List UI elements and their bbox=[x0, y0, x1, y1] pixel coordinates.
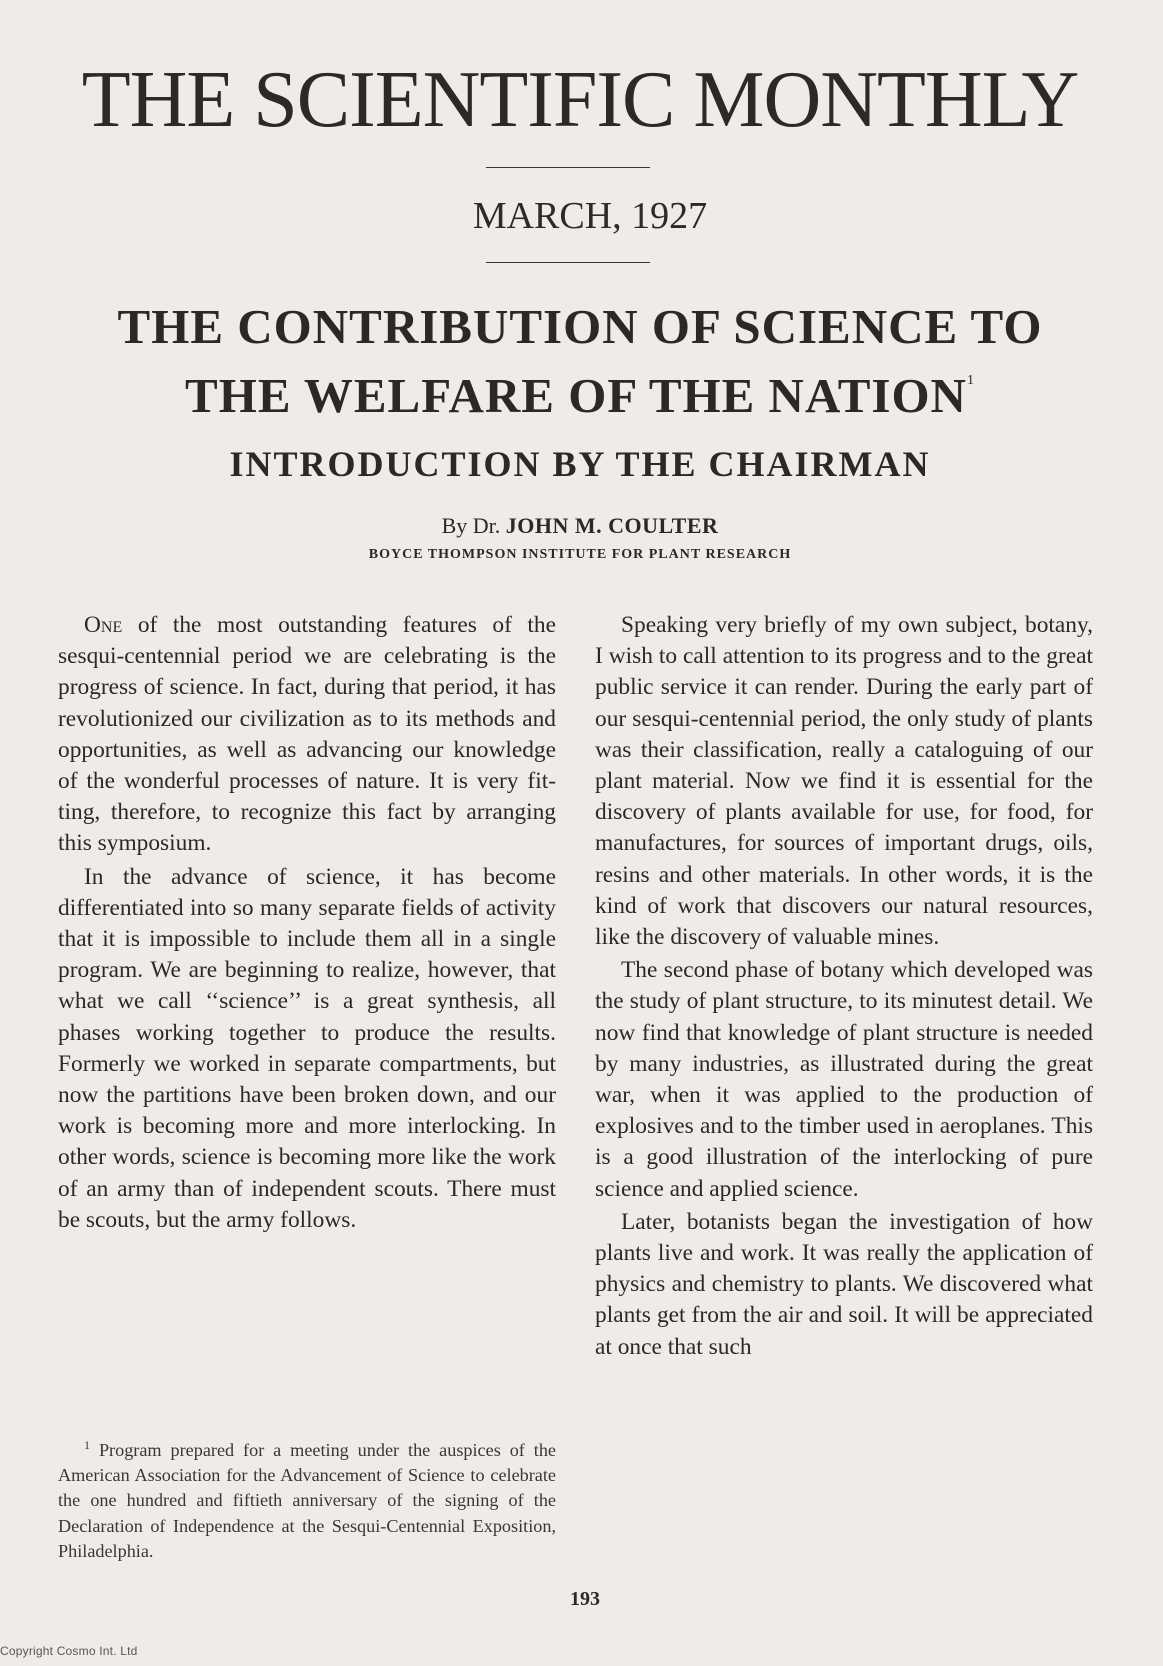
right-paragraph-2: The second phase of botany which developed was the study of plant structure, to its minutest detail. We now find that knowledge of plant structure is needed by many industries, as illustrated during the great war, when it was applied to the production of explosives and to the timber used in aeroplanes. This is a good illustration of the interlocking of pure science and applied science. bbox=[595, 957, 1093, 1202]
author-affiliation: BOYCE THOMPSON INSTITUTE FOR PLANT RESEARCH bbox=[368, 547, 792, 562]
byline-prefix: By Dr. bbox=[441, 513, 501, 538]
issue-date: MARCH, 1927 bbox=[472, 195, 708, 237]
article-subtitle: INTRODUCTION BY THE CHAIRMAN bbox=[229, 444, 931, 484]
footnote-mark: 1 bbox=[84, 1438, 90, 1452]
left-paragraph-1-text: of the most outstanding features of the sesqui-centennial period we are celebrating is the progress of science. In fact, during that period, it has revolutionized our civilization as to its methods and opportunities, as well as advancing our knowledge of the wonderful processes of nature. It is very fitting, therefore, to recognize this fact by arranging this symposium. bbox=[58, 612, 556, 857]
article-title bbox=[40, 300, 1120, 423]
article-title-line-2 bbox=[40, 354, 1120, 423]
left-paragraph-2: In the advance of science, it has become differentiated into so many separate fields of activity that it is impossible to include them all in a single program. We are beginning to realize, however, that what we call ‘‘science’’ is a great synthesis, all phases working together to produce the results. Formerly we worked in separate compartments, but now the partitions have been broken down, and our work is becoming more and more interlocking. In other words, science is becoming more like the work of an army than of independent scouts. There must be scouts, but the army follows. bbox=[58, 863, 556, 1233]
article-title-line-2-text: THE WELFARE OF THE NATION bbox=[185, 368, 967, 423]
copyright-watermark: Copyright Cosmo Int. Ltd bbox=[0, 1644, 138, 1658]
journal-masthead: THE SCIENTIFIC MONTHLY bbox=[81, 56, 1079, 144]
right-column bbox=[595, 610, 1093, 1363]
left-column bbox=[58, 610, 556, 1236]
footnote-text: Program prepared for a meeting under the auspices of the American Association for the Advancement of Science to celebrate the one hundred and fiftieth anniversary of the signing of the Declaration of Independence at the Sesqui-Centennial Exposition, Philadelphia. bbox=[58, 1440, 557, 1561]
date-divider bbox=[486, 262, 650, 263]
right-paragraph-1: Speaking very briefly of my own subject, botany, I wish to call attention to its progress and to the great public service it can render. During the early part of our sesqui-centennial period, the only study of plants was their classification, really a cataloguing of our plant material. Now we find it is essential for the discovery of plants available for use, for food, for manufactures, for sources of important drugs, oils, resins and other materials. In other words, it is the kind of work that discovers our natural resources, like the discovery of valuable mines. bbox=[595, 612, 1093, 951]
footnote bbox=[58, 1433, 556, 1564]
left-paragraph-1 bbox=[58, 610, 556, 860]
right-paragraph-3: Later, botanists began the investigation of how plants live and work. It was really the application of physics and chemistry to plants. We discovered what plants get from the air and soil. It will be appreciated at once that such bbox=[595, 1208, 1093, 1360]
author-name: JOHN M. COULTER bbox=[505, 513, 719, 538]
title-footnote-mark: 1 bbox=[966, 373, 975, 388]
masthead-divider bbox=[486, 167, 650, 168]
page-number: 193 bbox=[570, 1588, 600, 1610]
byline bbox=[300, 515, 860, 537]
article-title-line-1: THE CONTRIBUTION OF SCIENCE TO bbox=[117, 299, 1043, 354]
drop-lead-word: One bbox=[84, 612, 123, 638]
